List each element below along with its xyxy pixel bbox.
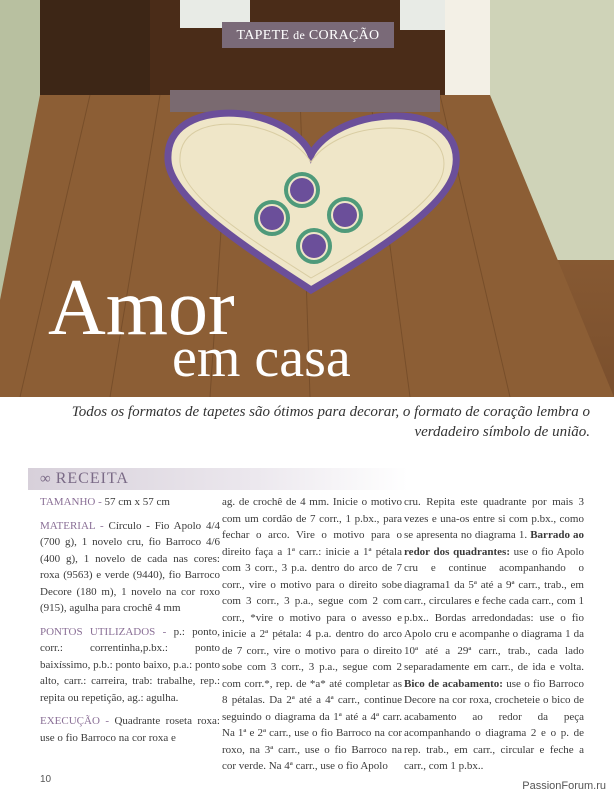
column-3-text-2: use o fio Apolo cru e continue acompanhando o diagrama1 da 5ª até a 9ª carr., trab., em carr., circulares e feche cada carr., com 1 p.bx.. Bordas arredondadas: use o fio Apolo cru e acompanhe o diagrama 1 da 10ª até a 29ª carr., trab., cada lado separadamente em carr., de ida e volta.: [404, 545, 585, 673]
pontos-text: p.: ponto, corr.: correntinha,p.bx.: ponto baixíssimo, p.b.: ponto baixo, p.a.: ponto alto, carr.: carreira, trab: trabalhe, rep.: repita ou repetição, ag.: agulha.: [40, 625, 220, 704]
title-line-1: Amor: [48, 264, 235, 352]
title-line-2: em casa: [172, 327, 351, 389]
column-2: [222, 494, 402, 782]
lead-paragraph: Todos os formatos de tapetes são ótimos para decorar, o formato de coração lembra o verdadeiro símbolo de união.: [71, 404, 590, 440]
section-tag-word1: TAPETE: [236, 28, 290, 43]
execucao-label: EXECUÇÃO -: [40, 715, 109, 727]
pontos-paragraph: [40, 624, 220, 707]
swirl-icon: ∞: [40, 471, 52, 487]
receita-heading: [40, 468, 129, 490]
bico-label: Bico de acabamento:: [404, 677, 503, 690]
cover-photo: [0, 0, 614, 397]
section-tag-word3: CORAÇÃO: [308, 28, 380, 43]
tamanho-label: TAMANHO -: [40, 496, 102, 508]
tamanho-text: 57 cm x 57 cm: [104, 496, 170, 508]
column-3-text-1: cru. Repita este quadrante por mais 3 vezes e una-os entre si com p.bx., como se apresenta no diagrama 1.: [404, 496, 584, 541]
tamanho-paragraph: [40, 494, 220, 511]
page-number: 10: [40, 774, 52, 785]
execucao-paragraph: [40, 713, 220, 746]
column-3-paragraph: [404, 494, 584, 775]
receita-label: RECEITA: [55, 470, 129, 487]
barrado-label: Barrado ao redor dos quadrantes:: [404, 529, 585, 558]
column-1: [40, 494, 220, 753]
watermark: PassionForum.ru: [522, 780, 606, 792]
material-label: MATERIAL -: [40, 519, 104, 532]
column-2-text: ag. de crochê de 4 mm. Inicie o motivo com um cordão de 7 corr., 1 p.bx., para fechar o arco. Vire o motivo para o direito faça a 1ª carr.: inicie a 1ª pétala com 3 corr., 3 p.a. dentro do arco de 7 corr., vire o motivo para o direito sobe com 3 corr., 3 p.a., segue com 2 com corr., *vire o motivo para o avesso e inicie a 2ª pétala: 4 p.a. dentro do arco de 7 corr., vire o motivo para o direito sobe com 3 corr., 3 p.a., segue com 2 com corr.*, rep. de *a* até completar as 8 pétalas. Da 2ª até a 4ª carr., continue seguindo o diagrama da 1ª até a 4ª carr. Na 1ª e 2ª carr., use o fio Barroco na cor roxo, na 3ª carr., use o fio Barroco na cor verde. Na 4ª carr., use o fio Apolo: [222, 496, 402, 772]
execucao-text: Quadrante roseta roxa: use o fio Barroco na cor roxa e: [40, 715, 220, 744]
section-tag-word2: de: [293, 28, 306, 42]
pontos-label: PONTOS UTILIZADOS -: [40, 625, 167, 638]
column-3: [404, 494, 584, 782]
material-text: Círculo - Fio Apolo 4/4 (700 g), 1 novelo cru, fio Barroco 4/6 (400 g), 1 novelo de cada nas cores: roxa (9563) e verde (9440), fio Barroco Decore (180 m), 1 novelo na cor roxo (915), agulha para crochê 4 mm: [40, 519, 220, 614]
column-3-text-3: use o fio Barroco Decore na cor roxa, crocheteie o bico de acabamento ao redor da peça acompanhando o diagrama 2 e o p. de rep. trab., em carr., circular e feche a carr., com 1 p.bx..: [404, 677, 585, 772]
material-paragraph: [40, 518, 220, 617]
section-tag: [222, 22, 394, 48]
